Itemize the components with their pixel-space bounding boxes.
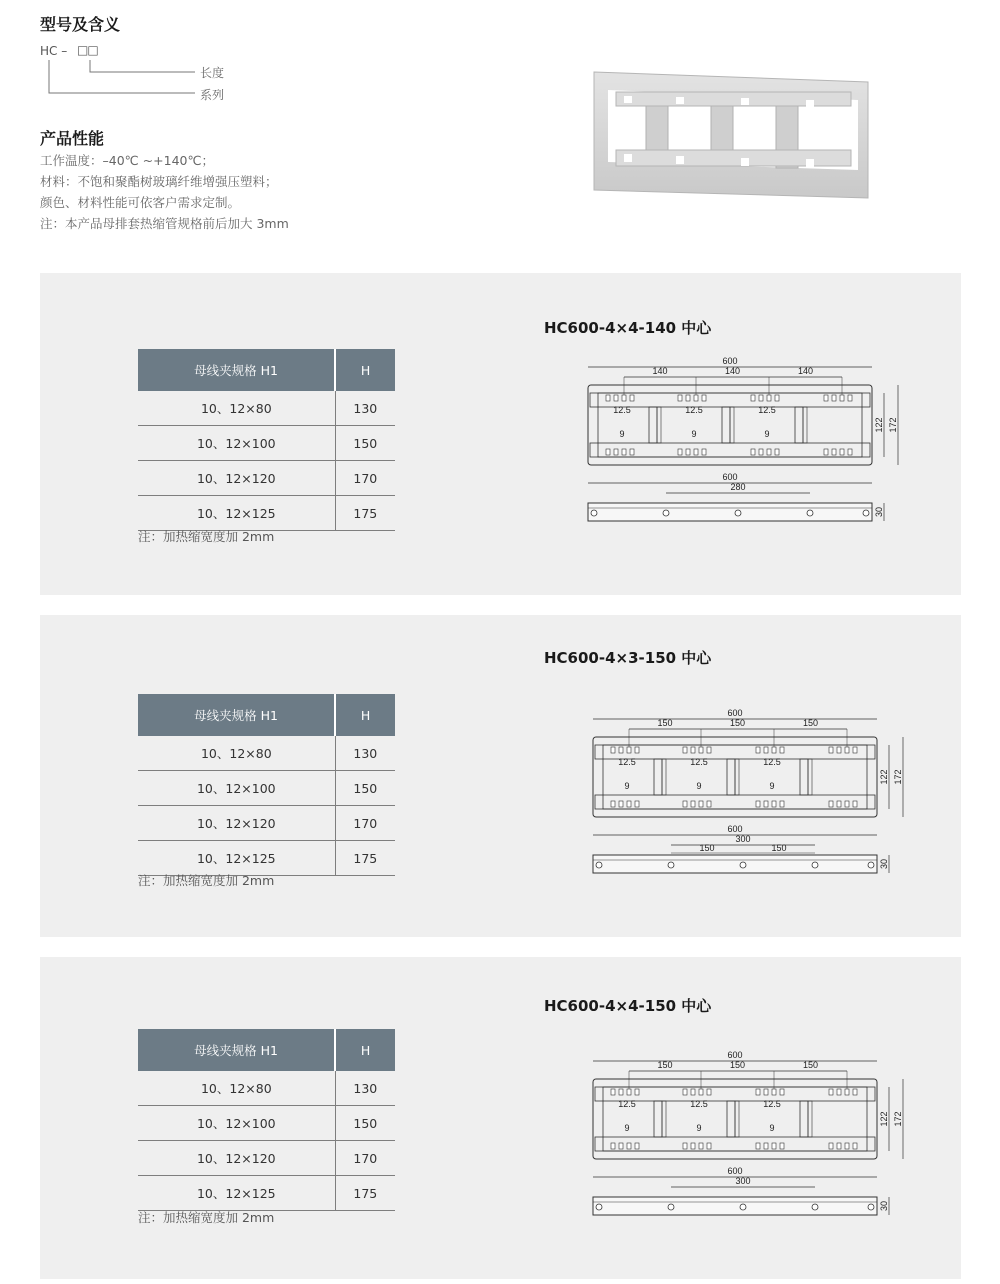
product-photo — [586, 70, 876, 205]
slot-lower — [756, 801, 760, 807]
table-row — [138, 736, 395, 771]
dim-side-pitch-label: 280 — [730, 482, 746, 492]
dim-slot-label: 12.5 — [758, 405, 776, 415]
spec-panel — [40, 957, 961, 1279]
slot-lower — [772, 801, 776, 807]
slot-lower — [614, 449, 618, 455]
table-cell: 130 — [335, 1071, 395, 1106]
dim-side-sub-label: 150 — [699, 843, 715, 853]
drawing-title: HC600-4×3-150 中心 — [544, 649, 712, 667]
slot-upper — [619, 747, 623, 753]
slot-lower — [824, 449, 828, 455]
dim-pitch-label: 150 — [802, 718, 819, 728]
slot-upper — [635, 747, 639, 753]
slot-lower — [837, 1143, 841, 1149]
spec-table — [138, 694, 395, 876]
dim-side-overall-label: 600 — [727, 1166, 743, 1176]
slot-lower — [767, 449, 771, 455]
slot-lower — [764, 1143, 768, 1149]
slot-upper — [707, 1089, 711, 1095]
mounting-hole — [735, 510, 741, 516]
table-row — [138, 1106, 395, 1141]
dim-side-pitch-label: 300 — [735, 1176, 751, 1186]
table-cell: 150 — [335, 1106, 395, 1141]
slot-upper — [691, 1089, 695, 1095]
slot-upper — [606, 395, 610, 401]
model-heading: 型号及含义 — [40, 15, 121, 34]
slot-upper — [837, 747, 841, 753]
slot-upper — [627, 1089, 631, 1095]
table-cell: 150 — [335, 426, 395, 461]
slot-lower — [619, 801, 623, 807]
slot-upper — [756, 1089, 760, 1095]
slot-upper — [829, 747, 833, 753]
slot-upper — [840, 395, 844, 401]
dim-pitch-label: 150 — [729, 1060, 746, 1070]
slot-upper — [853, 747, 857, 753]
slot-upper — [767, 395, 771, 401]
dim-overall-label: 600 — [722, 356, 738, 366]
dim-inner-label: 122 — [879, 769, 889, 785]
slot-upper — [824, 395, 828, 401]
dim-slot-label: 12.5 — [618, 757, 636, 767]
side-view-body — [593, 1197, 877, 1215]
slot-lower — [611, 801, 615, 807]
technical-drawing — [580, 355, 910, 549]
dim-inner-label: 122 — [879, 1111, 889, 1127]
slot-lower — [751, 449, 755, 455]
model-code-prefix: HC – — [40, 44, 68, 58]
drawing-title: HC600-4×4-140 中心 — [544, 319, 712, 337]
table-row — [138, 496, 395, 531]
slot-upper — [694, 395, 698, 401]
dim-pitch-label: 140 — [652, 366, 668, 376]
performance-list — [40, 150, 289, 234]
slot-lower — [622, 449, 626, 455]
table-cell: 10、12×100 — [138, 426, 335, 461]
dim-overall-label: 600 — [727, 1050, 743, 1060]
dim-gap-label: 9 — [764, 429, 770, 439]
mounting-hole — [868, 1204, 874, 1210]
dim-side-sub-label: 150 — [771, 843, 787, 853]
mounting-hole — [740, 1204, 746, 1210]
dim-pitch-label: 150 — [729, 718, 746, 728]
table-cell: 175 — [335, 1176, 395, 1211]
spec-panel — [40, 273, 961, 595]
slot-lower — [635, 1143, 639, 1149]
slot-lower — [619, 1143, 623, 1149]
table-row — [138, 461, 395, 496]
table-header: H — [335, 1029, 395, 1071]
slot-upper — [780, 1089, 784, 1095]
slot-upper — [751, 395, 755, 401]
slot-lower — [845, 801, 849, 807]
dim-slot-label: 12.5 — [690, 1099, 708, 1109]
slot-lower — [848, 449, 852, 455]
slot-lower — [691, 801, 695, 807]
slot-lower — [772, 1143, 776, 1149]
mounting-hole — [868, 862, 874, 868]
dim-slot-label: 12.5 — [763, 757, 781, 767]
table-cell: 150 — [335, 771, 395, 806]
table-cell: 10、12×125 — [138, 1176, 335, 1211]
table-row — [138, 806, 395, 841]
dim-side-h-label: 30 — [874, 506, 884, 518]
table-note: 注：加热缩宽度加 2mm — [138, 529, 275, 544]
slot-upper — [627, 747, 631, 753]
table-note: 注：加热缩宽度加 2mm — [138, 1210, 275, 1225]
slot-lower — [829, 1143, 833, 1149]
dim-inner-label: 122 — [874, 417, 884, 433]
side-view-body — [593, 855, 877, 873]
table-cell: 10、12×100 — [138, 771, 335, 806]
slot-lower — [853, 801, 857, 807]
technical-drawing — [585, 707, 915, 901]
slot-lower — [699, 1143, 703, 1149]
dim-gap-label: 9 — [619, 429, 625, 439]
dim-slot-label: 12.5 — [690, 757, 708, 767]
table-cell: 130 — [335, 736, 395, 771]
meaning-series: 系列 — [200, 88, 225, 102]
dim-gap-label: 9 — [624, 781, 630, 791]
table-cell: 175 — [335, 841, 395, 876]
dim-side-h-label: 30 — [879, 1200, 889, 1212]
slot-upper — [845, 747, 849, 753]
dim-gap-label: 9 — [624, 1123, 630, 1133]
slot-lower — [780, 801, 784, 807]
dim-slot-label: 12.5 — [618, 1099, 636, 1109]
model-code-leader-lines — [40, 58, 210, 98]
table-note: 注：加热缩宽度加 2mm — [138, 873, 275, 888]
table-row — [138, 1071, 395, 1106]
slot-upper — [764, 1089, 768, 1095]
slot-lower — [691, 1143, 695, 1149]
spec-panel — [40, 615, 961, 937]
slot-lower — [759, 449, 763, 455]
table-header: 母线夹规格 H1 — [138, 694, 335, 736]
slot-upper — [611, 747, 615, 753]
mounting-hole — [863, 510, 869, 516]
table-header: H — [335, 349, 395, 391]
dim-slot-label: 12.5 — [613, 405, 631, 415]
slot-lower — [611, 1143, 615, 1149]
dim-gap-label: 9 — [696, 781, 702, 791]
drawing-svg — [585, 707, 915, 897]
slot-lower — [683, 801, 687, 807]
slot-lower — [702, 449, 706, 455]
mounting-hole — [663, 510, 669, 516]
slot-upper — [619, 1089, 623, 1095]
dim-slot-label: 12.5 — [763, 1099, 781, 1109]
table-cell: 10、12×80 — [138, 1071, 335, 1106]
table-row — [138, 1141, 395, 1176]
table-cell: 130 — [335, 391, 395, 426]
slot-lower — [678, 449, 682, 455]
slot-lower — [707, 801, 711, 807]
slot-upper — [772, 747, 776, 753]
slot-upper — [829, 1089, 833, 1095]
slot-upper — [630, 395, 634, 401]
dim-outer-label: 172 — [893, 1111, 903, 1127]
slot-upper — [614, 395, 618, 401]
dim-side-overall-label: 600 — [722, 472, 738, 482]
performance-line: 颜色、材料性能可依客户需求定制。 — [40, 195, 241, 210]
dim-side-h-label: 30 — [879, 858, 889, 870]
slot-upper — [611, 1089, 615, 1095]
table-cell: 10、12×100 — [138, 1106, 335, 1141]
mounting-hole — [812, 862, 818, 868]
mounting-hole — [591, 510, 597, 516]
table-cell: 10、12×120 — [138, 461, 335, 496]
table-cell: 170 — [335, 806, 395, 841]
slot-upper — [702, 395, 706, 401]
slot-upper — [756, 747, 760, 753]
slot-lower — [840, 449, 844, 455]
performance-line: 工作温度：–40℃ ~+140℃； — [40, 153, 215, 168]
dim-side-overall-label: 600 — [727, 824, 743, 834]
slot-lower — [627, 1143, 631, 1149]
slot-upper — [772, 1089, 776, 1095]
dim-pitch-label: 140 — [797, 366, 814, 376]
dim-side-pitch-label: 300 — [735, 834, 751, 844]
slot-upper — [686, 395, 690, 401]
table-cell: 10、12×120 — [138, 1141, 335, 1176]
dim-pitch-label: 150 — [657, 1060, 673, 1070]
mounting-hole — [740, 862, 746, 868]
mounting-hole — [668, 1204, 674, 1210]
dim-outer-label: 172 — [893, 769, 903, 785]
table-cell: 170 — [335, 1141, 395, 1176]
performance-line: 材料：不饱和聚酯树玻璃纤维增强压塑料； — [40, 174, 278, 189]
performance-heading: 产品性能 — [40, 129, 105, 148]
slot-lower — [707, 1143, 711, 1149]
table-cell: 170 — [335, 461, 395, 496]
dim-gap-label: 9 — [691, 429, 697, 439]
drawing-svg — [585, 1049, 915, 1239]
table-cell: 10、12×80 — [138, 736, 335, 771]
slot-lower — [627, 801, 631, 807]
table-cell: 175 — [335, 496, 395, 531]
dim-gap-label: 9 — [769, 781, 775, 791]
slot-upper — [699, 1089, 703, 1095]
slot-upper — [832, 395, 836, 401]
slot-upper — [775, 395, 779, 401]
table-header: 母线夹规格 H1 — [138, 349, 335, 391]
dim-gap-label: 9 — [696, 1123, 702, 1133]
slot-upper — [848, 395, 852, 401]
spec-table — [138, 349, 395, 531]
slot-lower — [780, 1143, 784, 1149]
slot-lower — [630, 449, 634, 455]
slot-upper — [635, 1089, 639, 1095]
slot-lower — [756, 1143, 760, 1149]
meaning-length: 长度 — [200, 66, 225, 80]
slot-upper — [853, 1089, 857, 1095]
table-header: H — [335, 694, 395, 736]
slot-lower — [764, 801, 768, 807]
dim-gap-label: 9 — [769, 1123, 775, 1133]
slot-upper — [622, 395, 626, 401]
slot-lower — [832, 449, 836, 455]
dim-overall-label: 600 — [727, 708, 743, 718]
table-row — [138, 391, 395, 426]
slot-upper — [780, 747, 784, 753]
slot-lower — [775, 449, 779, 455]
table-row — [138, 1176, 395, 1211]
dim-pitch-label: 150 — [802, 1060, 819, 1070]
slot-upper — [837, 1089, 841, 1095]
table-cell: 10、12×125 — [138, 496, 335, 531]
table-cell: 10、12×120 — [138, 806, 335, 841]
dim-pitch-label: 150 — [657, 718, 673, 728]
slot-lower — [699, 801, 703, 807]
slot-upper — [678, 395, 682, 401]
mounting-hole — [812, 1204, 818, 1210]
slot-lower — [845, 1143, 849, 1149]
slot-lower — [829, 801, 833, 807]
slot-upper — [759, 395, 763, 401]
dim-slot-label: 12.5 — [685, 405, 703, 415]
slot-lower — [837, 801, 841, 807]
slot-upper — [764, 747, 768, 753]
spec-table — [138, 1029, 395, 1211]
slot-upper — [845, 1089, 849, 1095]
drawing-svg — [580, 355, 910, 545]
table-row — [138, 771, 395, 806]
mounting-hole — [668, 862, 674, 868]
slot-lower — [686, 449, 690, 455]
table-row — [138, 426, 395, 461]
slot-upper — [707, 747, 711, 753]
table-cell: 10、12×125 — [138, 841, 335, 876]
mounting-hole — [596, 1204, 602, 1210]
slot-lower — [635, 801, 639, 807]
technical-drawing — [585, 1049, 915, 1243]
mounting-hole — [807, 510, 813, 516]
model-code-boxes: □□ — [77, 43, 98, 57]
side-view-body — [588, 503, 872, 521]
dim-pitch-label: 140 — [724, 366, 741, 376]
slot-lower — [853, 1143, 857, 1149]
slot-upper — [683, 747, 687, 753]
slot-lower — [606, 449, 610, 455]
slot-upper — [699, 747, 703, 753]
dim-outer-label: 172 — [888, 417, 898, 433]
mounting-hole — [596, 862, 602, 868]
slot-upper — [683, 1089, 687, 1095]
slot-upper — [691, 747, 695, 753]
slot-lower — [694, 449, 698, 455]
drawing-title: HC600-4×4-150 中心 — [544, 997, 712, 1015]
table-header: 母线夹规格 H1 — [138, 1029, 335, 1071]
performance-line: 注：本产品母排套热缩管规格前后加大 3mm — [40, 216, 289, 231]
table-cell: 10、12×80 — [138, 391, 335, 426]
slot-lower — [683, 1143, 687, 1149]
